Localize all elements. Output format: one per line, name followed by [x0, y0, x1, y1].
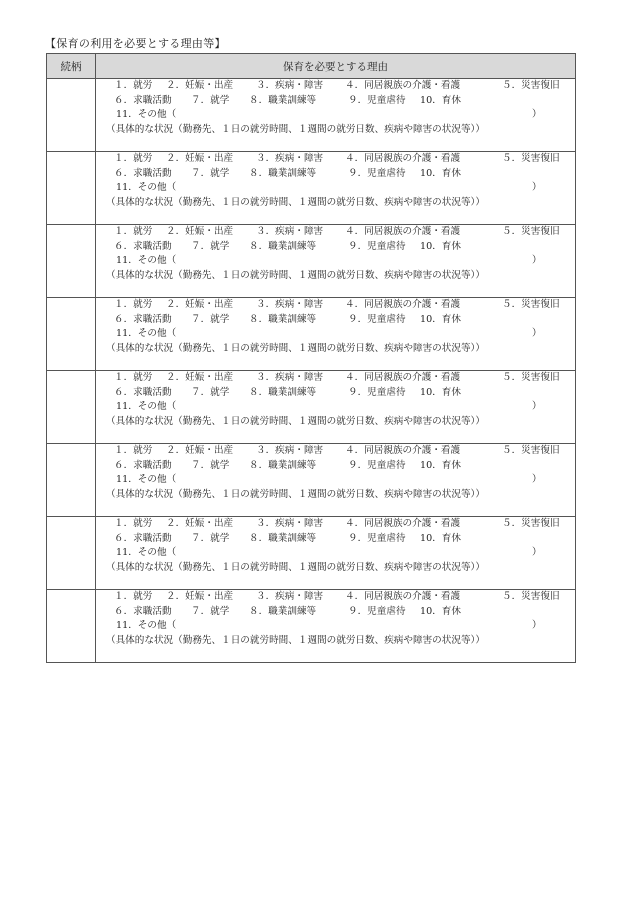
option-schooling[interactable]: ７．就学	[191, 167, 230, 179]
option-pregnancy-birth[interactable]: ２．妊娠・出産	[166, 80, 234, 91]
option-job-seeking[interactable]: ６．求職活動	[114, 532, 172, 544]
option-parental-leave[interactable]: 10．育休	[420, 459, 461, 471]
option-work[interactable]: １．就労	[114, 226, 153, 237]
option-job-seeking[interactable]: ６．求職活動	[114, 240, 172, 252]
option-family-care[interactable]: ４．同居親族の介護・看護	[345, 153, 461, 164]
reason-options-line-1	[96, 225, 575, 240]
option-job-seeking[interactable]: ６．求職活動	[114, 605, 172, 617]
reason-options-line-3	[96, 400, 575, 415]
option-family-care[interactable]: ４．同居親族の介護・看護	[345, 226, 461, 237]
option-vocational-training[interactable]: ８．職業訓練等	[249, 240, 317, 252]
reason-table	[46, 53, 576, 663]
option-child-abuse[interactable]: ９．児童虐待	[348, 167, 406, 179]
option-family-care[interactable]: ４．同居親族の介護・看護	[345, 80, 461, 91]
option-other[interactable]: 11．その他（	[116, 109, 177, 120]
option-job-seeking[interactable]: ６．求職活動	[114, 459, 172, 471]
option-child-abuse[interactable]: ９．児童虐待	[348, 386, 406, 398]
reason-options-line-1	[96, 444, 575, 459]
reason-options-line-1	[96, 79, 575, 94]
option-parental-leave[interactable]: 10．育休	[420, 605, 461, 617]
option-other[interactable]: 11．その他（	[116, 401, 177, 412]
option-vocational-training[interactable]: ８．職業訓練等	[249, 459, 317, 471]
relationship-cell[interactable]	[47, 79, 96, 152]
option-work[interactable]: １．就労	[114, 518, 153, 529]
table-header-row	[47, 54, 576, 79]
option-other[interactable]: 11．その他（	[116, 255, 177, 266]
reason-cell[interactable]	[96, 152, 576, 225]
option-child-abuse[interactable]: ９．児童虐待	[348, 459, 406, 471]
option-illness-disability[interactable]: ３．疾病・障害	[256, 518, 324, 529]
table-row	[47, 225, 576, 298]
reason-options-line-1	[96, 590, 575, 605]
table-row	[47, 590, 576, 663]
option-pregnancy-birth[interactable]: ２．妊娠・出産	[166, 445, 234, 456]
table-row	[47, 444, 576, 517]
reason-detail-line	[96, 561, 575, 576]
relationship-cell[interactable]	[47, 298, 96, 371]
detail-note: （具体的な状況（勤務先、１日の就労時間、１週間の就労日数、疾病や障害の状況等））	[106, 196, 485, 208]
option-vocational-training[interactable]: ８．職業訓練等	[249, 94, 317, 106]
detail-note: （具体的な状況（勤務先、１日の就労時間、１週間の就労日数、疾病や障害の状況等））	[106, 488, 485, 500]
relationship-cell[interactable]	[47, 152, 96, 225]
option-other-close-paren: ）	[532, 620, 542, 631]
option-child-abuse[interactable]: ９．児童虐待	[348, 605, 406, 617]
reason-options-line-1	[96, 298, 575, 313]
option-other[interactable]: 11．その他（	[116, 182, 177, 193]
reason-options-line-3	[96, 108, 575, 123]
option-family-care[interactable]: ４．同居親族の介護・看護	[345, 591, 461, 602]
option-job-seeking[interactable]: ６．求職活動	[114, 313, 172, 325]
option-illness-disability[interactable]: ３．疾病・障害	[256, 591, 324, 602]
option-work[interactable]: １．就労	[114, 299, 153, 310]
option-schooling[interactable]: ７．就学	[191, 313, 230, 325]
reason-cell[interactable]	[96, 298, 576, 371]
option-other-close-paren: ）	[532, 328, 542, 339]
reason-options-line-2	[96, 240, 575, 255]
option-family-care[interactable]: ４．同居親族の介護・看護	[345, 299, 461, 310]
option-schooling[interactable]: ７．就学	[191, 605, 230, 617]
section-title: 【保育の利用を必要とする理由等】	[45, 37, 226, 50]
reason-detail-line	[96, 196, 575, 211]
option-child-abuse[interactable]: ９．児童虐待	[348, 240, 406, 252]
option-illness-disability[interactable]: ３．疾病・障害	[256, 226, 324, 237]
reason-detail-line	[96, 342, 575, 357]
option-pregnancy-birth[interactable]: ２．妊娠・出産	[166, 299, 234, 310]
option-work[interactable]: １．就労	[114, 153, 153, 164]
table-row	[47, 152, 576, 225]
detail-note: （具体的な状況（勤務先、１日の就労時間、１週間の就労日数、疾病や障害の状況等））	[106, 415, 485, 427]
relationship-cell[interactable]	[47, 371, 96, 444]
reason-cell[interactable]	[96, 225, 576, 298]
option-job-seeking[interactable]: ６．求職活動	[114, 94, 172, 106]
option-other[interactable]: 11．その他（	[116, 547, 177, 558]
reason-options-line-3	[96, 546, 575, 561]
option-disaster-recovery[interactable]: ５．災害復旧	[502, 299, 560, 310]
table-body	[47, 79, 576, 663]
relationship-cell[interactable]	[47, 590, 96, 663]
option-disaster-recovery[interactable]: ５．災害復旧	[502, 80, 560, 91]
option-work[interactable]: １．就労	[114, 372, 153, 383]
reason-cell[interactable]	[96, 79, 576, 152]
reason-options-line-1	[96, 371, 575, 386]
table-row	[47, 371, 576, 444]
reason-detail-line	[96, 269, 575, 284]
option-other-close-paren: ）	[532, 547, 542, 558]
option-other[interactable]: 11．その他（	[116, 474, 177, 485]
option-family-care[interactable]: ４．同居親族の介護・看護	[345, 372, 461, 383]
reason-column-header: 保育を必要とする理由	[96, 54, 576, 79]
option-illness-disability[interactable]: ３．疾病・障害	[256, 299, 324, 310]
option-schooling[interactable]: ７．就学	[191, 532, 230, 544]
option-vocational-training[interactable]: ８．職業訓練等	[249, 313, 317, 325]
detail-note: （具体的な状況（勤務先、１日の就労時間、１週間の就労日数、疾病や障害の状況等））	[106, 561, 485, 573]
option-illness-disability[interactable]: ３．疾病・障害	[256, 153, 324, 164]
reason-options-line-2	[96, 167, 575, 182]
option-illness-disability[interactable]: ３．疾病・障害	[256, 445, 324, 456]
option-child-abuse[interactable]: ９．児童虐待	[348, 313, 406, 325]
option-job-seeking[interactable]: ６．求職活動	[114, 386, 172, 398]
option-schooling[interactable]: ７．就学	[191, 94, 230, 106]
reason-options-line-2	[96, 459, 575, 474]
reason-options-line-3	[96, 619, 575, 634]
reason-detail-line	[96, 488, 575, 503]
option-parental-leave[interactable]: 10．育休	[420, 94, 461, 106]
table-row	[47, 79, 576, 152]
reason-options-line-3	[96, 327, 575, 342]
option-parental-leave[interactable]: 10．育休	[420, 240, 461, 252]
option-pregnancy-birth[interactable]: ２．妊娠・出産	[166, 226, 234, 237]
detail-note: （具体的な状況（勤務先、１日の就労時間、１週間の就労日数、疾病や障害の状況等））	[106, 634, 485, 646]
reason-options-line-2	[96, 94, 575, 109]
option-schooling[interactable]: ７．就学	[191, 240, 230, 252]
option-family-care[interactable]: ４．同居親族の介護・看護	[345, 445, 461, 456]
reason-options-line-3	[96, 473, 575, 488]
reason-detail-line	[96, 634, 575, 649]
option-work[interactable]: １．就労	[114, 80, 153, 91]
option-family-care[interactable]: ４．同居親族の介護・看護	[345, 518, 461, 529]
option-other[interactable]: 11．その他（	[116, 620, 177, 631]
option-pregnancy-birth[interactable]: ２．妊娠・出産	[166, 591, 234, 602]
option-schooling[interactable]: ７．就学	[191, 459, 230, 471]
option-vocational-training[interactable]: ８．職業訓練等	[249, 605, 317, 617]
relationship-cell[interactable]	[47, 444, 96, 517]
relationship-column-header: 続柄	[47, 54, 96, 79]
reason-options-line-3	[96, 181, 575, 196]
reason-cell[interactable]	[96, 444, 576, 517]
option-pregnancy-birth[interactable]: ２．妊娠・出産	[166, 518, 234, 529]
option-parental-leave[interactable]: 10．育休	[420, 313, 461, 325]
option-illness-disability[interactable]: ３．疾病・障害	[256, 372, 324, 383]
detail-note: （具体的な状況（勤務先、１日の就労時間、１週間の就労日数、疾病や障害の状況等））	[106, 269, 485, 281]
option-disaster-recovery[interactable]: ５．災害復旧	[502, 226, 560, 237]
option-parental-leave[interactable]: 10．育休	[420, 167, 461, 179]
option-work[interactable]: １．就労	[114, 445, 153, 456]
option-other-close-paren: ）	[532, 182, 542, 193]
detail-note: （具体的な状況（勤務先、１日の就労時間、１週間の就労日数、疾病や障害の状況等））	[106, 342, 485, 354]
option-parental-leave[interactable]: 10．育休	[420, 386, 461, 398]
reason-options-line-2	[96, 386, 575, 401]
table-row	[47, 517, 576, 590]
option-vocational-training[interactable]: ８．職業訓練等	[249, 167, 317, 179]
option-other-close-paren: ）	[532, 109, 542, 120]
option-pregnancy-birth[interactable]: ２．妊娠・出産	[166, 372, 234, 383]
option-disaster-recovery[interactable]: ５．災害復旧	[502, 445, 560, 456]
option-disaster-recovery[interactable]: ５．災害復旧	[502, 591, 560, 602]
reason-cell[interactable]	[96, 517, 576, 590]
option-disaster-recovery[interactable]: ５．災害復旧	[502, 153, 560, 164]
detail-note: （具体的な状況（勤務先、１日の就労時間、１週間の就労日数、疾病や障害の状況等））	[106, 123, 485, 135]
option-vocational-training[interactable]: ８．職業訓練等	[249, 532, 317, 544]
relationship-cell[interactable]	[47, 517, 96, 590]
option-parental-leave[interactable]: 10．育休	[420, 532, 461, 544]
reason-options-line-3	[96, 254, 575, 269]
option-illness-disability[interactable]: ３．疾病・障害	[256, 80, 324, 91]
option-vocational-training[interactable]: ８．職業訓練等	[249, 386, 317, 398]
reason-options-line-2	[96, 313, 575, 328]
option-schooling[interactable]: ７．就学	[191, 386, 230, 398]
option-work[interactable]: １．就労	[114, 591, 153, 602]
option-disaster-recovery[interactable]: ５．災害復旧	[502, 518, 560, 529]
option-other-close-paren: ）	[532, 401, 542, 412]
option-other-close-paren: ）	[532, 255, 542, 266]
option-child-abuse[interactable]: ９．児童虐待	[348, 532, 406, 544]
table-row	[47, 298, 576, 371]
option-disaster-recovery[interactable]: ５．災害復旧	[502, 372, 560, 383]
option-child-abuse[interactable]: ９．児童虐待	[348, 94, 406, 106]
relationship-cell[interactable]	[47, 225, 96, 298]
reason-options-line-2	[96, 605, 575, 620]
option-job-seeking[interactable]: ６．求職活動	[114, 167, 172, 179]
option-other[interactable]: 11．その他（	[116, 328, 177, 339]
reason-detail-line	[96, 415, 575, 430]
reason-detail-line	[96, 123, 575, 138]
option-pregnancy-birth[interactable]: ２．妊娠・出産	[166, 153, 234, 164]
reason-options-line-1	[96, 152, 575, 167]
reason-options-line-2	[96, 532, 575, 547]
option-other-close-paren: ）	[532, 474, 542, 485]
reason-cell[interactable]	[96, 371, 576, 444]
reason-options-line-1	[96, 517, 575, 532]
reason-cell[interactable]	[96, 590, 576, 663]
